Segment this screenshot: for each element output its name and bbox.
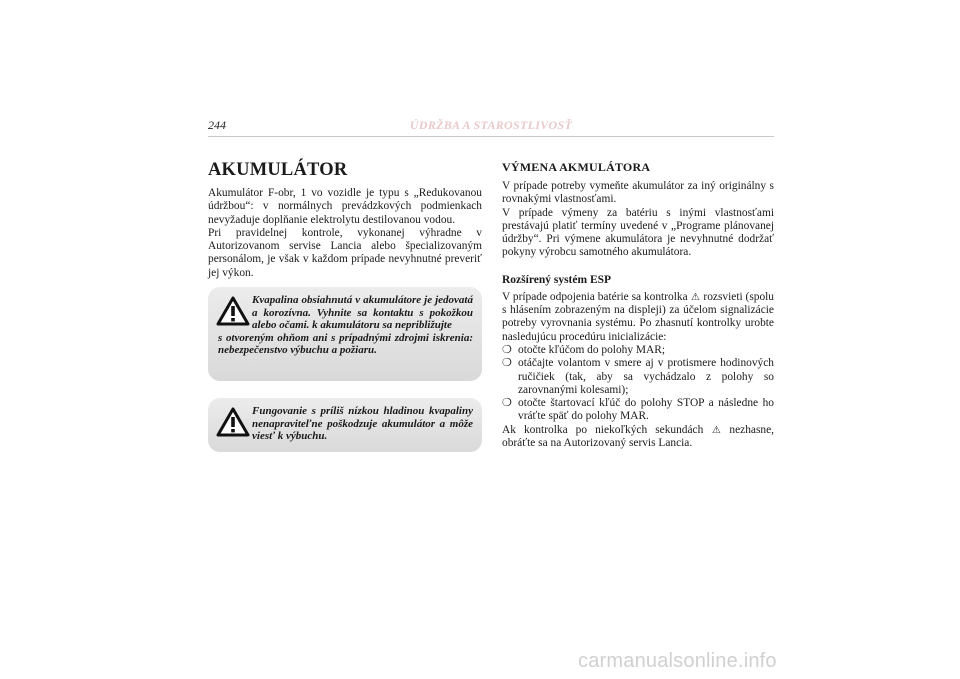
right-column (502, 160, 774, 450)
ring-bullet-icon: ❍ (502, 357, 512, 370)
battery-paragraph-2: Pri pravidelnej kontrole, vykonanej výhradne v Autorizovanom servise Lancia alebo špecializovaným personálom, je však v každom prípade nevyhnutné preveriť jej výkon. (208, 226, 482, 279)
replacement-title: VÝMENA AKMULÁTORA (502, 160, 651, 174)
watermark: carmanualsonline.info (578, 650, 777, 672)
warning-box-low-level (208, 398, 482, 452)
list-item (502, 357, 774, 397)
warning-2-text: Fungovanie s príliš nízkou hladinou kvapaliny nenapraviteľne poškodzuje akumulátor a môže viesť k výbuchu. (252, 405, 473, 443)
page-number: 244 (208, 118, 226, 132)
warning-1-lead: Kvapalina obsiahnutá v akumulátore je jedovatá a korozívna. Vyhnite sa kontaktu s pokožkou alebo očami. k akumulátoru sa nepribližujte (252, 294, 473, 332)
warning-box-electrolyte (208, 287, 482, 381)
battery-paragraph-1: Akumulátor F-obr, 1 vo vozidle je typu s „Redukovanou údržbou“: v normálnych prevádzkových podmienkach nevyžaduje doplňanie elektrolytu destilovanou vodou. (208, 187, 482, 226)
section-title: AKUMULÁTOR (208, 160, 348, 180)
esp-closing-part-a: Ak kontrolka po niekoľkých sekundách (502, 423, 704, 436)
list-item-text: otočte kľúčom do polohy MAR; (518, 343, 665, 356)
esp-warning-light-icon: ⚠ (691, 291, 701, 303)
esp-closing (502, 424, 774, 451)
esp-title: Rozšírený systém ESP (502, 273, 612, 286)
list-item (502, 397, 774, 424)
header-rule (208, 136, 774, 137)
warning-1-rest: s otvoreným ohňom ani s prípadnými zdrojmi iskrenia: nebezpečenstvo výbuchu a požiaru. (218, 331, 473, 357)
esp-intro (502, 291, 774, 344)
list-item-text: otočte štartovací kľúč do polohy STOP a následne ho vráťte späť do polohy MAR. (518, 397, 774, 423)
replacement-paragraph-2: V prípade výmeny za batériu s inými vlastnosťami prestávajú platiť termíny uvedené v „Programe plánovanej údržby“. Pri výmene akumulátora je nevyhnutné dodržať pokyny výrobcu samotného akumulátora. (502, 206, 774, 259)
esp-intro-part-b: rozsvieti (spolu s hlásením zobrazeným na displeji) za účelom signalizácie potreby vyrovnania systému. Po zhasnutí kontrolky urobte nasledujúcu procedúru inicializácie: (502, 290, 775, 343)
running-title: ÚDRŽBA A STAROSTLIVOSŤ (409, 118, 573, 132)
replacement-paragraph-1: V prípade potreby vymeňte akumulátor za iný originálny s rovnakými vlastnosťami. (502, 180, 774, 206)
esp-warning-light-icon: ⚠ (711, 424, 721, 436)
left-column (208, 160, 482, 280)
list-item-text: otáčajte volantom v smere aj v protismere hodinových ručičiek (tak, aby sa vychádzalo z polohy so zarovnanými kolesami); (518, 357, 774, 396)
list-item (502, 344, 774, 357)
ring-bullet-icon: ❍ (502, 343, 512, 356)
ring-bullet-icon: ❍ (502, 397, 512, 410)
esp-closing-part-b: nezhasne, obráťte sa na Autorizovaný servis Lancia. (502, 423, 774, 450)
procedure-list (502, 344, 774, 424)
esp-intro-part-a: V prípade odpojenia batérie sa kontrolka (502, 290, 688, 303)
